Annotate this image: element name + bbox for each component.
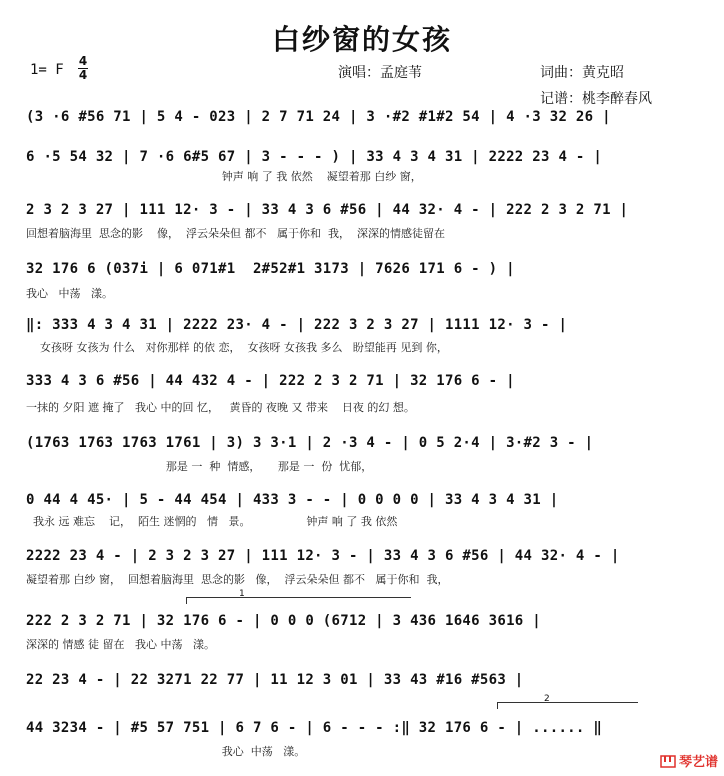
lyric-line: 钟声 响 了 我 依然 凝望着那 白纱 窗， (26, 170, 422, 183)
lyric-line: 深深的 情感 徒 留在 我心 中荡 漾。 (26, 638, 215, 651)
singer-credit: 演唱：孟庭苇 (338, 65, 422, 81)
lyric-line: 一抹的 夕阳 遮 掩了 我心 中的回 忆， 黄昏的 夜晚 又 带来 日夜 的幻 想。 (26, 401, 415, 414)
lyric-line: 我心 中荡 漾。 (26, 745, 306, 758)
notation-row: 44 3234 - | #5 57 751 | 6 7 6 - | 6 - - - :‖ 32 176 6 - | ...... ‖ (26, 720, 603, 736)
lyric-line: 我永 远 难忘 记， 陌生 迷惘的 情 景。 钟声 响 了 我 依然 (26, 515, 398, 528)
time-signature-top: 4 (78, 54, 88, 68)
notation-row: 32 176 6 (037i | 6 071#1 2#52#1 3173 | 7626 171 6 - ) | (26, 261, 515, 277)
time-signature (78, 56, 88, 81)
site-logo (660, 751, 718, 770)
song-title: 白纱窗的女孩 (271, 23, 452, 56)
notation-row: (1763 1763 1763 1761 | 3) 3 3·1 | 2 ·3 4 - | 0 5 2·4 | 3·#2 3 - | (26, 435, 594, 451)
notator-credit: 记谱：桃李醉春风 (540, 91, 652, 107)
lyric-line: 那是 一 种 情感， 那是 一 份 忧郁， (26, 460, 373, 473)
notation-row: 22 23 4 - | 22 3271 22 77 | 11 12 3 01 | 33 43 #16 #563 | (26, 672, 524, 688)
notation-row: 222 2 3 2 71 | 32 176 6 - | 0 0 0 (6712 | 3 436 1646 3616 | (26, 613, 541, 629)
notation-row: 333 4 3 6 #56 | 44 432 4 - | 222 2 3 2 71 | 32 176 6 - | (26, 373, 515, 389)
lyric-line: 回想着脑海里 思念的影 像， 浮云朵朵但 都不 属于你和 我， 深深的情感徒留在 (26, 227, 445, 240)
volta-bracket-2: 2 (497, 702, 638, 709)
lyricist-credit: 词曲：黄克昭 (540, 65, 624, 81)
notation-row: 2222 23 4 - | 2 3 2 3 27 | 111 12· 3 - | 33 4 3 6 #56 | 44 32· 4 - | (26, 548, 620, 564)
logo-text: 琴艺谱 (678, 755, 718, 770)
time-signature-bottom: 4 (78, 68, 88, 82)
notation-row: 0 44 4 45· | 5 - 44 454 | 433 3 - - | 0 0 0 0 | 33 4 3 4 31 | (26, 492, 559, 508)
piano-logo-icon (660, 753, 676, 769)
key-signature: 1= F (30, 62, 64, 78)
lyric-line: 女孩呀 女孩为 什么 对你那样 的依 恋， 女孩呀 女孩我 多么 盼望能再 见到 你， (26, 341, 448, 354)
lyric-line: 凝望着那 白纱 窗， 回想着脑海里 思念的影 像， 浮云朵朵但 都不 属于你和 我， (26, 573, 449, 586)
notation-row: 6 ·5 54 32 | 7 ·6 6#5 67 | 3 - - - ) | 33 4 3 4 31 | 2222 23 4 - | (26, 149, 603, 165)
notation-row: (3 ·6 #56 71 | 5 4 - 023 | 2 7 71 24 | 3 ·#2 #1#2 54 | 4 ·3 32 26 | (26, 109, 611, 125)
volta-bracket-1: 1 (186, 597, 411, 604)
notation-row: ‖: 333 4 3 4 31 | 2222 23· 4 - | 222 3 2 3 27 | 1111 12· 3 - | (26, 317, 568, 333)
lyric-line: 我心 中荡 漾。 (26, 287, 113, 300)
notation-row: 2 3 2 3 27 | 111 12· 3 - | 33 4 3 6 #56 | 44 32· 4 - | 222 2 3 2 71 | (26, 202, 629, 218)
